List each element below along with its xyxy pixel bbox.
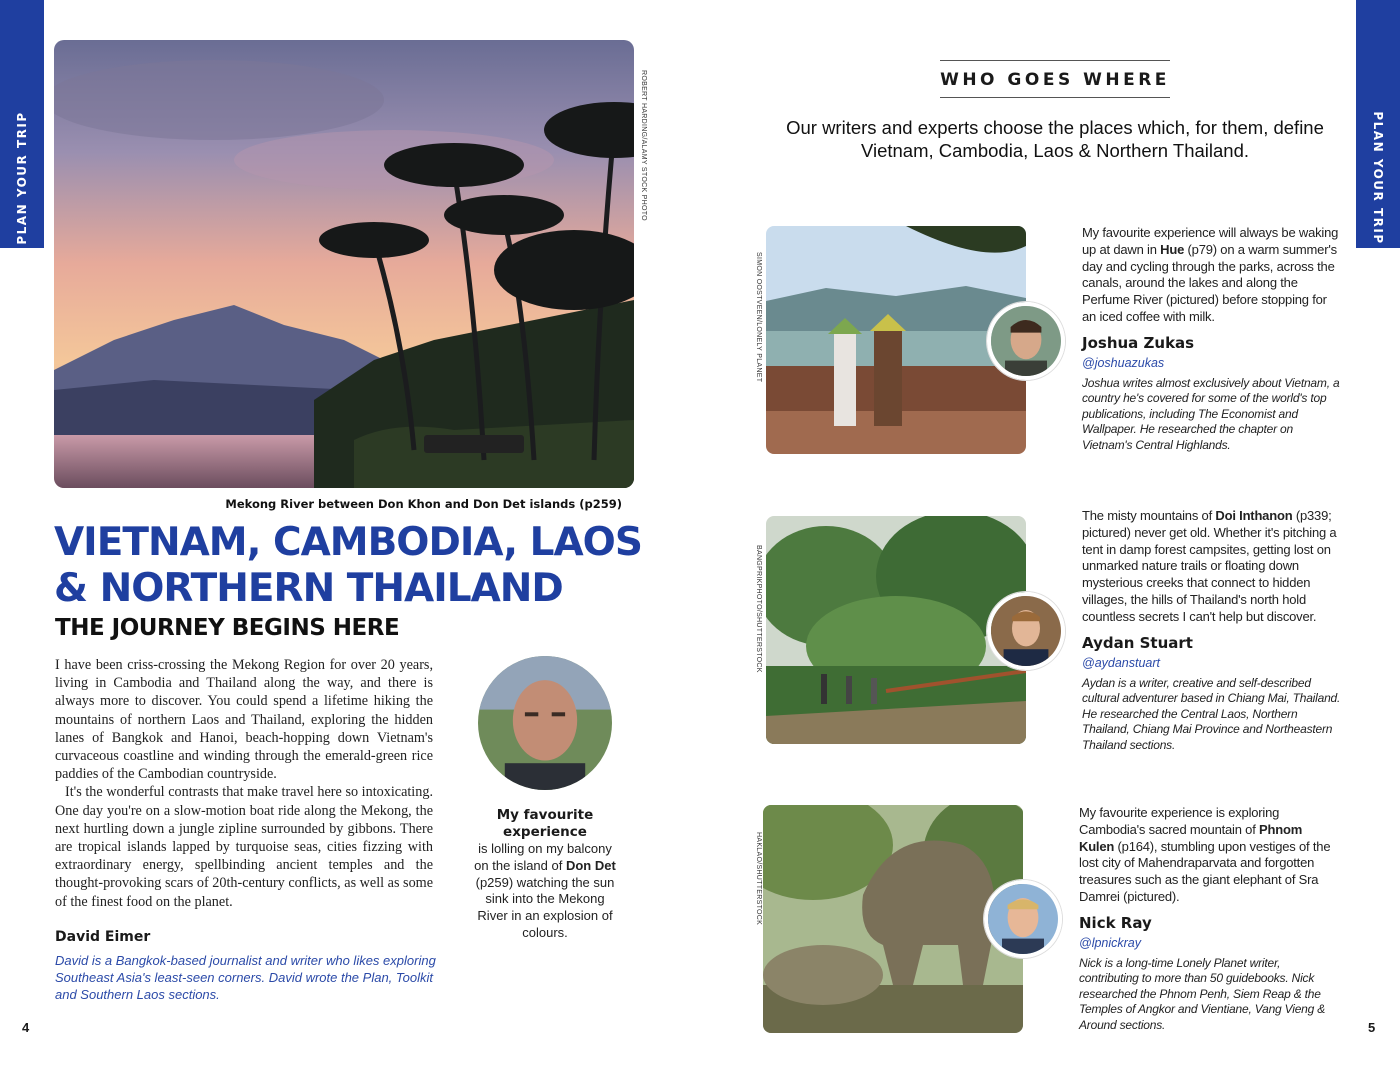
intro-paragraph: It's the wonderful contrasts that make travel here so intoxicating. One day you're on a slow-motion boat ride along the Mekong, the next hurtling down a jungle zipline surrounded by gibbons. There are tropical islands lapped by turquoise seas, cities fizzing with extraordinary energy, spellbinding ancient temples and the thought-provoking scars of 20th-century conflicts, as well as some of the finest food on the planet.: [55, 784, 433, 910]
hero-photo-mekong-river: [54, 40, 634, 488]
photo-credit: HAKLAO/SHUTTERSTOCK: [755, 832, 762, 926]
favourite-place: Don Det: [565, 857, 616, 873]
writer-card: [1082, 508, 1342, 753]
writer-avatar: [987, 302, 1065, 380]
writer-name: Aydan Stuart: [1082, 633, 1193, 652]
quote-place: Doi Inthanon: [1215, 508, 1293, 523]
writer-bio: Aydan is a writer, creative and self-described cultural adventurer based in Chiang Mai, Thailand. He researched the Central Laos, Northern Thailand, Chiang Mai Province and Northeastern Thailand sections.: [1082, 675, 1341, 752]
quote-part: (p164), stumbling upon vestiges of the lost city of Mahendraparvata and forgotten treasures such as the giant elephant of Sra Damrei (pictured).: [1079, 838, 1331, 904]
writer-handle[interactable]: @joshuazukas: [1082, 355, 1165, 370]
writer-quote: [1082, 508, 1342, 626]
quote-part: The misty mountains of: [1082, 508, 1216, 523]
page-subtitle: THE JOURNEY BEGINS HERE: [55, 615, 400, 641]
writer-handle[interactable]: @lpnickray: [1079, 935, 1142, 950]
quote-part: (p339; pictured) never get old. Whether it's pitching a tent in damp forest campsites, getting lost on unmarked nature trails or floating down mysterious creeks that connect to hidden villages, the hills of Thailand's north hold countless secrets I can't help but discover.: [1082, 508, 1337, 624]
writer-avatar: [984, 880, 1062, 958]
section-tab-label: PLAN YOUR TRIP: [15, 111, 29, 245]
photo-credit: SIMON OOSTVEEN/LONELY PLANET: [755, 252, 762, 383]
author-avatar: [478, 656, 612, 790]
photo-credit: BANGPRIKPHOTO/SHUTTERSTOCK: [755, 545, 762, 673]
title-line-1: VIETNAM, CAMBODIA, LAOS: [54, 520, 642, 565]
photo-credit: ROBERT HARDING/ALAMY STOCK PHOTO: [640, 70, 647, 221]
favourite-text-part: (p259) watching the sun sink into the Mekong River in an explosion of colours.: [475, 874, 615, 940]
page-number-left: 4: [22, 1020, 30, 1035]
section-heading: WHO GOES WHERE: [940, 60, 1170, 98]
intro-text: [55, 656, 433, 911]
favourite-text: [470, 841, 620, 942]
intro-paragraph: I have been criss-crossing the Mekong Region for over 20 years, living in Cambodia and Thailand along the way, and there is always more to discover. You could spend a lifetime hiking the mountains of northern Laos and Thailand, exploring the hidden lanes of Bangkok and Hanoi, beach-hopping down Vietnam's curvaceous coastline and winding through the emerald-green rice paddies of the Cambodian countryside.: [55, 657, 433, 783]
favourite-text-part: is lolling on my balcony on the island of: [474, 841, 612, 873]
section-tab-right: [1356, 0, 1400, 248]
quote-place: Hue: [1160, 241, 1185, 257]
writer-name: Nick Ray: [1079, 913, 1152, 932]
quote-part: My favourite experience will always be waking up at dawn in: [1082, 225, 1339, 257]
writer-handle[interactable]: @aydanstuart: [1082, 655, 1161, 670]
quote-part: (p79) on a warm summer's day and cycling through the parks, across the canals, around the lakes and along the Perfume River (pictured) before stopping for an iced coffee with milk.: [1082, 241, 1337, 324]
writer-card: [1079, 805, 1339, 1033]
writer-card: [1082, 225, 1342, 453]
author-bio: David is a Bangkok-based journalist and writer who likes exploring Southeast Asia's least-seen corners. David wrote the Plan, Toolkit and Southern Laos sections.: [55, 953, 436, 1002]
writer-quote: [1079, 805, 1339, 906]
title-line-2: & NORTHERN THAILAND: [54, 566, 563, 611]
author-name: David Eimer: [55, 929, 151, 945]
quote-part: My favourite experience is exploring Cambodia's sacred mountain of: [1079, 805, 1280, 837]
hero-caption: Mekong River between Don Khon and Don Det islands (p259): [225, 497, 622, 511]
page-number-right: 5: [1368, 1020, 1376, 1035]
writer-bio: Joshua writes almost exclusively about Vietnam, a country he's covered for some of the world's top publications, including The Economist and Wallpaper. He researched the chapter on Vietnam's Central Highlands.: [1082, 375, 1340, 452]
quote-place: Phnom Kulen: [1079, 821, 1303, 854]
section-tab-left: [0, 0, 44, 248]
writer-quote: [1082, 225, 1342, 326]
page-title: [54, 520, 644, 612]
writer-bio: Nick is a long-time Lonely Planet writer, contributing to more than 50 guidebooks. Nick researched the Phnom Penh, Siem Reap & the Temples of Angkor and Vientiane, Vang Vieng & Around sections.: [1079, 955, 1326, 1032]
section-tab-label: PLAN YOUR TRIP: [1371, 111, 1385, 245]
favourite-heading: My favourite experience: [496, 807, 594, 840]
section-intro: Our writers and experts choose the places which, for them, define Vietnam, Cambodia, Laos & Northern Thailand.: [786, 117, 1324, 161]
writer-avatar: [987, 592, 1065, 670]
writer-name: Joshua Zukas: [1082, 333, 1195, 352]
